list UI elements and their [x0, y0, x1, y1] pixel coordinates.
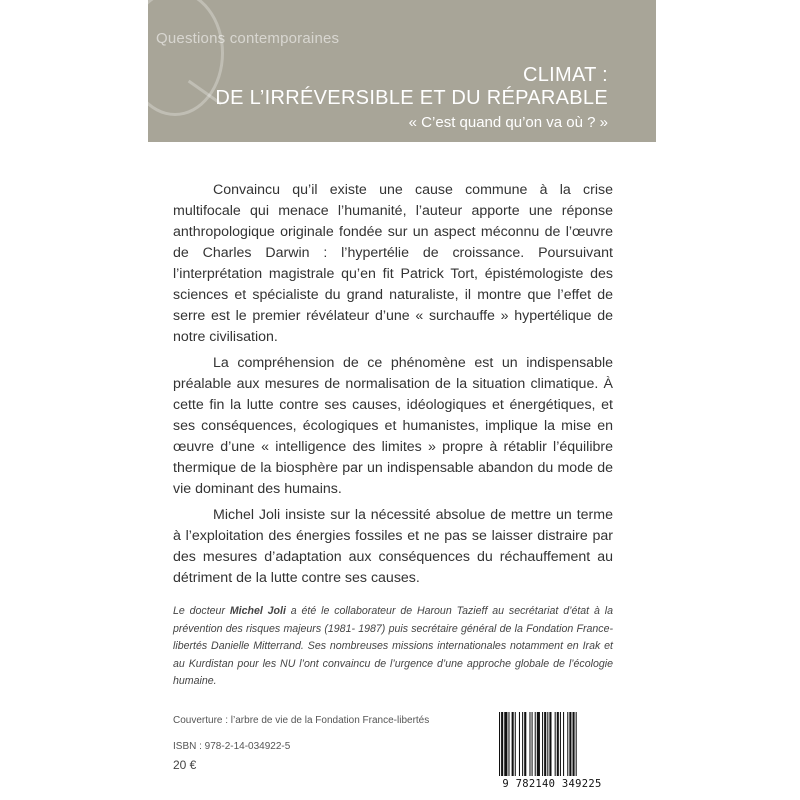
- barcode-bar: [504, 712, 507, 776]
- series-q-logo-icon: [148, 0, 224, 116]
- barcode-bar: [522, 712, 523, 776]
- book-back-cover: [148, 0, 656, 800]
- barcode-bar: [532, 712, 533, 776]
- barcode-bar: [576, 712, 577, 776]
- barcode-bar: [535, 712, 536, 776]
- barcode-bar: [512, 712, 514, 776]
- barcode-bar: [567, 712, 568, 776]
- cover-credit: Couverture : l’arbre de vie de la Fondation France-libertés: [173, 715, 430, 726]
- barcode-bar: [547, 712, 548, 776]
- blurb-paragraph: Michel Joli insiste sur la nécessité absolue de mettre un terme à l’exploitation des énergies fossiles et ne pas se laisser distraire par des mesures d’adaptation aux conséquences du réchauffement au détriment de la lutte contre ses causes.: [173, 507, 613, 586]
- title-block: [215, 64, 608, 134]
- isbn: ISBN : 978-2-14-034922-5: [173, 741, 291, 752]
- series-name: Questions contemporaines: [156, 30, 340, 47]
- barcode-bar: [515, 712, 516, 776]
- blurb-paragraph: Convaincu qu’il existe une cause commune à la crise multifocale qui menace l’humanité, l’auteur apporte une réponse anthropologique originale fondée sur un aspect méconnu de l’œuvre de Charles Darwin : l’hypertélie de croissance. Poursuivant l’interprétation magistrale qu’en fit Patrick Tort, épistémologiste des sciences et spécialiste du grand naturaliste, il montre que l’effet de serre est le premier révélateur d’une « surchauffe » hypertélique de notre civilisation.: [173, 182, 613, 345]
- barcode-bar: [569, 712, 571, 776]
- barcode-bar: [499, 712, 500, 776]
- barcode-bar: [563, 712, 564, 776]
- bio-prefix: Le docteur: [173, 605, 230, 617]
- barcode-bar: [542, 712, 543, 776]
- barcode-bar: [537, 712, 540, 776]
- book-title-line-1: CLIMAT :: [522, 64, 608, 86]
- barcode-bar: [557, 712, 559, 776]
- book-title-line-2: DE L’IRRÉVERSIBLE ET DU RÉPARABLE: [215, 87, 608, 109]
- barcode-bar: [508, 712, 509, 776]
- barcode-bar: [524, 712, 526, 776]
- blurb-paragraph: La compréhension de ce phénomène est un indispensable préalable aux mesures de normalisation de la situation climatique. À cette fin la lutte contre ses causes, idéologiques et énergétiques, et ses conséquences, écologiques et humanistes, implique la mise en œuvre d’une « intelligence des limites » propre à rétablir l’équilibre thermique de la biosphère par un indispensable abandon du mode de vie dominant des humains.: [173, 355, 613, 497]
- barcode-bar: [501, 712, 503, 776]
- barcode-digits: 9 782140 349225: [502, 778, 602, 790]
- author-bio: [173, 603, 613, 691]
- cover-header-band: [148, 0, 656, 142]
- barcode-bar: [519, 712, 520, 776]
- barcode-bar: [560, 712, 561, 776]
- author-name: Michel Joli: [229, 605, 286, 617]
- price: 20 €: [173, 758, 197, 772]
- book-subtitle: « C’est quand qu’on va où ? »: [408, 114, 608, 131]
- barcode: [491, 712, 613, 800]
- bio-text: a été le collaborateur de Haroun Tazieff au secrétariat d’état à la prévention des risques majeurs (1981- 1987) puis secrétaire général de la Fondation France-libertés Danielle Mitterrand. Ses nombreuses missions internationales notamment en Irak et au Kurdistan pour les NU l’ont convaincu de l’urgence d’une approche globale de l’écologie humaine.: [173, 605, 613, 688]
- barcode-bar: [544, 712, 546, 776]
- barcode-bar: [549, 712, 551, 776]
- barcode-bar: [555, 712, 556, 776]
- barcode-bar: [529, 712, 530, 776]
- blurb: [173, 180, 613, 594]
- barcode-bar: [573, 712, 575, 776]
- barcode-bars-icon: [497, 712, 607, 778]
